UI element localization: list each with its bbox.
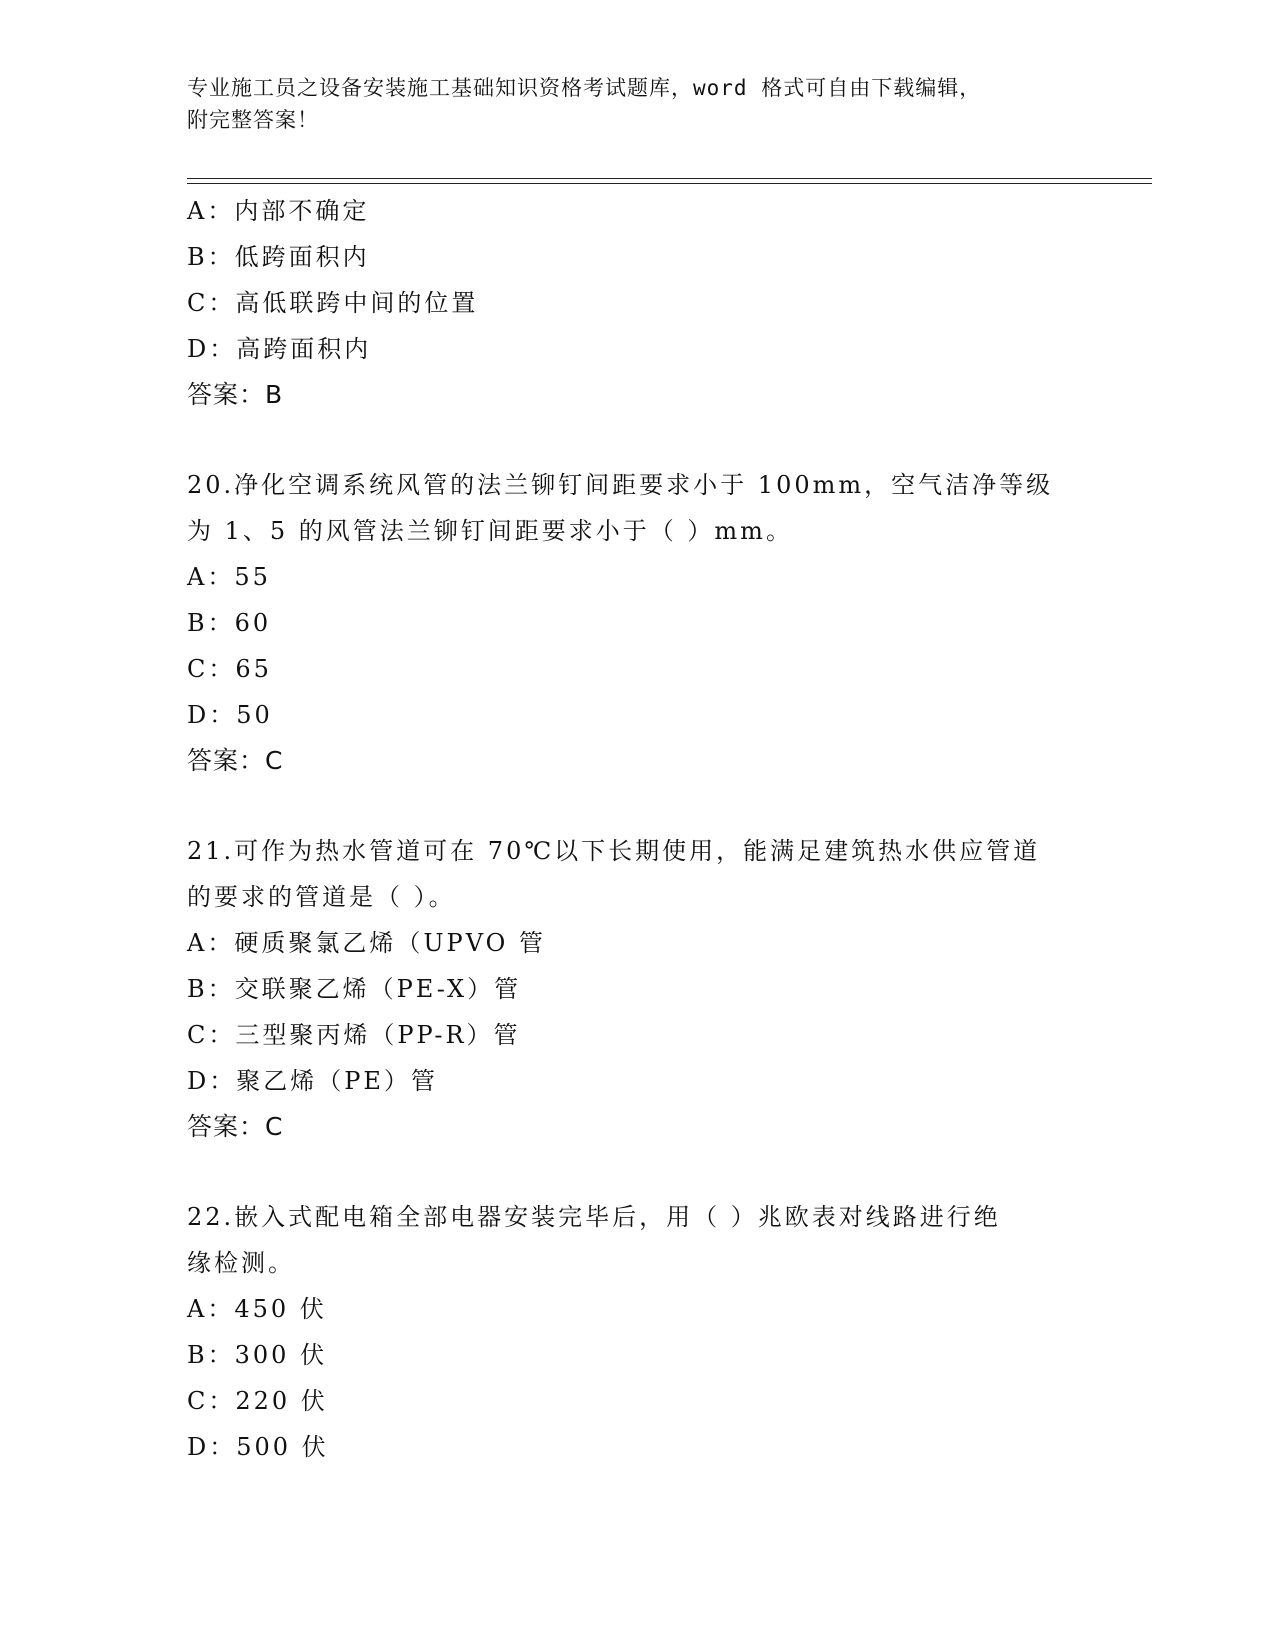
answer-line: 答案：B <box>187 380 284 409</box>
question-stem-line-2: 为 1、5 的风管法兰铆钉间距要求小于（ ）mm。 <box>187 517 793 545</box>
option-b: B：低跨面积内 <box>187 243 370 271</box>
option-a: A：55 <box>187 563 271 591</box>
option-d: D：聚乙烯（PE）管 <box>187 1067 438 1095</box>
header-divider-bottom <box>187 183 1152 184</box>
option-d: D：500 伏 <box>187 1433 329 1461</box>
question-20 <box>187 462 1087 784</box>
question-19 <box>187 188 1087 418</box>
question-stem-line-1: 22.嵌入式配电箱全部电器安装完毕后，用（ ）兆欧表对线路进行绝 <box>187 1203 1001 1231</box>
header-divider-top <box>187 178 1152 179</box>
option-a: A：内部不确定 <box>187 197 370 225</box>
option-a: A：450 伏 <box>187 1295 327 1323</box>
option-c: C：65 <box>187 655 272 683</box>
header-line-1: 专业施工员之设备安装施工基础知识资格考试题库，word 格式可自由下载编辑， <box>187 76 982 100</box>
option-c: C：三型聚丙烯（PP-R）管 <box>187 1021 521 1049</box>
answer-line: 答案：C <box>187 1112 284 1141</box>
question-list <box>187 188 1087 1470</box>
question-22 <box>187 1194 1087 1470</box>
question-21 <box>187 828 1087 1150</box>
answer-line: 答案：C <box>187 746 284 775</box>
option-c: C：高低联跨中间的位置 <box>187 289 479 317</box>
document-header <box>187 72 1087 136</box>
option-d: D：高跨面积内 <box>187 335 372 363</box>
question-stem-line-1: 20.净化空调系统风管的法兰铆钉间距要求小于 100mm，空气洁净等级 <box>187 471 1054 499</box>
question-stem-line-2: 的要求的管道是（ ）。 <box>187 883 456 911</box>
option-b: B：300 伏 <box>187 1341 328 1369</box>
option-b: B：交联聚乙烯（PE-X）管 <box>187 975 522 1003</box>
question-stem-line-1: 21.可作为热水管道可在 70℃以下长期使用，能满足建筑热水供应管道 <box>187 837 1041 865</box>
option-d: D：50 <box>187 701 273 729</box>
question-stem-line-2: 缘检测。 <box>187 1249 295 1277</box>
option-a: A：硬质聚氯乙烯（UPVO 管 <box>187 929 546 957</box>
option-c: C：220 伏 <box>187 1387 328 1415</box>
option-b: B：60 <box>187 609 272 637</box>
header-line-2: 附完整答案！ <box>187 108 319 132</box>
